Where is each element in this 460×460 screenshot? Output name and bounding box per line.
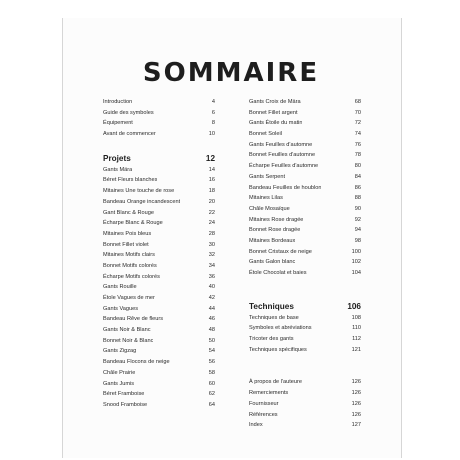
toc-entry-label: Tricoter des gants [249,336,294,343]
toc-entry-page: 76 [354,141,361,148]
toc-entry-label: Gants Croix de Mära [249,99,301,105]
toc-entry-label: Bandeau Orange incandescent [103,198,181,205]
toc-entry-label: Bonnet Rose dragée [249,227,301,234]
toc-entry-label: Gants Étoile du matin [249,120,303,127]
toc-entry-page: 58 [208,369,215,376]
toc-entry-page: 121 [351,346,361,353]
toc-entry-page: 50 [208,337,215,344]
toc-entry-page: 16 [208,177,215,184]
toc-entry-label: Gants Vagues [103,305,139,312]
toc-entry-page: 28 [208,230,215,237]
toc-entry-page: 20 [208,198,215,205]
toc-entry-label: Introduction [103,99,133,105]
toc-entry-page: 22 [208,209,215,216]
toc-entry[interactable] [103,165,215,176]
toc-entry-label: Techniques spécifiques [249,346,307,353]
toc-entry[interactable] [103,229,215,240]
toc-entry[interactable] [103,346,215,357]
toc-entry-page: 68 [354,99,361,105]
toc-entry[interactable] [103,261,215,272]
toc-entry[interactable] [103,250,215,261]
section-title: Projets [103,153,131,163]
toc-entry[interactable] [249,129,361,140]
toc-entry[interactable] [103,304,215,315]
toc-entry-page: 36 [208,273,215,280]
section-page: 12 [205,153,215,163]
toc-entry[interactable] [249,236,361,247]
toc-entry[interactable] [249,193,361,204]
toc-entry-label: Étole Vagues de mer [103,295,155,301]
toc-entry[interactable] [103,314,215,325]
toc-entry-label: Mitaines Une touche de rose [103,188,175,195]
toc-entry[interactable] [103,336,215,347]
toc-entry[interactable] [249,161,361,172]
toc-intro-list [103,97,215,140]
toc-entry-label: Bonnet Noir & Blanc [103,337,154,344]
toc-entry-label: Mitaines Lilas [249,195,283,202]
toc-entry-label: Gants Rouille [103,284,137,291]
toc-entry-page: 94 [354,227,361,234]
toc-entry[interactable] [103,208,215,219]
toc-entry-page: 88 [354,195,361,202]
toc-entry-label: Bonnet Fillet violet [103,241,149,248]
toc-entry-page: 32 [208,252,215,259]
toc-entry-page: 110 [352,325,361,332]
toc-entry[interactable] [103,325,215,336]
toc-entry-page: 84 [354,173,361,180]
toc-entry-page: 30 [208,241,215,248]
toc-entry-page: 126 [351,400,361,407]
toc-entry-page: 10 [208,131,215,138]
toc-entry[interactable] [103,129,215,140]
toc-entry-label: Châle Mosaïque [249,205,290,212]
toc-entry[interactable] [103,389,215,400]
toc-entry[interactable] [249,420,361,431]
toc-entry[interactable] [103,240,215,251]
toc-entry-label: Bandeau Feuilles de houblon [249,184,322,191]
toc-entry[interactable] [103,175,215,186]
toc-entry[interactable] [249,97,361,108]
toc-entry[interactable] [103,186,215,197]
toc-entry-page: 18 [208,188,215,195]
toc-projects-list-continued [249,97,361,279]
toc-entry[interactable] [249,345,361,356]
toc-entry-page: 42 [208,295,215,301]
toc-entry-label: Bonnet Feuilles d'automne [249,152,316,159]
toc-entry[interactable] [103,400,215,411]
toc-entry[interactable] [249,388,361,399]
toc-entry-label: Bandeau Flocons de neige [103,359,170,366]
toc-entry-label: Bonnet Motifs colorés [103,262,157,269]
toc-entry[interactable] [249,225,361,236]
toc-entry-label: Gants Galon blanc [249,259,296,266]
toc-entry[interactable] [103,282,215,293]
toc-entry-page: 46 [208,316,215,323]
toc-entry-page: 60 [208,380,215,387]
toc-entry[interactable] [249,377,361,388]
toc-entry-page: 74 [354,131,361,138]
toc-entry-label: Béret Framboise [103,391,145,398]
toc-entry-label: Gants Feuilles d'automne [249,141,313,148]
toc-entry-label: Bonnet Fillet argent [249,109,298,116]
page-title: SOMMAIRE [142,58,320,88]
toc-entry-label: Guide des symboles [103,109,154,116]
toc-entry-label: Bandeau Rêve de fleurs [103,316,164,323]
toc-entry-label: À propos de l'auteure [249,379,303,386]
toc-entry[interactable] [249,313,361,324]
toc-entry-label: Mitaines Bordeaux [249,237,296,244]
toc-entry[interactable] [103,379,215,390]
toc-entry-page: 72 [354,120,361,127]
toc-entry-label: Mitaines Motifs clairs [103,252,155,259]
toc-entry-page: 56 [208,359,215,366]
toc-entry[interactable] [249,268,361,279]
toc-entry[interactable] [103,118,215,129]
toc-entry-label: Châle Prairie [103,369,136,376]
toc-entry[interactable] [249,215,361,226]
toc-left-column [103,97,215,411]
toc-entry-label: Béret Fleurs blanches [103,177,158,184]
toc-entry[interactable] [103,357,215,368]
toc-entry-label: Écharpe Feuilles d'automne [249,163,319,170]
section-title: Techniques [249,301,294,311]
toc-entry[interactable] [249,108,361,119]
toc-entry-label: Étole Chocolat et baies [249,270,307,276]
toc-entry-page: 78 [354,152,361,159]
toc-entry-page: 44 [208,305,215,312]
toc-end-list [249,377,361,430]
toc-entry-label: Écharpe Blanc & Rouge [103,220,163,227]
toc-entry[interactable] [249,247,361,258]
toc-entry-page: 98 [354,237,361,244]
toc-entry-page: 62 [208,391,215,398]
toc-entry-page: 80 [354,163,361,170]
toc-entry[interactable] [103,97,215,108]
toc-entry[interactable] [249,150,361,161]
toc-entry-label: Mitaines Rose dragée [249,216,304,223]
toc-entry-page: 112 [352,336,361,343]
toc-entry-label: Symboles et abréviations [249,325,312,332]
toc-entry-label: Fournisseur [249,400,279,407]
toc-entry-page: 8 [211,120,215,127]
toc-entry-page: 14 [208,166,215,173]
toc-entry-label: Gant Blanc & Rouge [103,209,154,216]
toc-entry[interactable] [103,368,215,379]
toc-entry-label: Gants Mära [103,166,133,173]
toc-entry-page: 104 [351,270,361,276]
toc-entry-page: 126 [351,379,361,386]
toc-entry[interactable] [103,197,215,208]
toc-entry-page: 126 [351,390,361,397]
toc-entry-page: 34 [208,262,215,269]
toc-entry-label: Avant de commencer [103,131,156,138]
toc-techniques-list [249,313,361,356]
toc-entry[interactable] [249,140,361,151]
toc-entry-page: 54 [208,348,215,355]
toc-right-column [249,97,361,431]
toc-entry-page: 6 [211,109,215,116]
toc-entry-label: Gants Zigzag [103,348,137,355]
toc-entry-page: 108 [351,314,361,321]
toc-entry[interactable] [249,399,361,410]
toc-entry-label: Mitaines Pois bleus [103,230,152,237]
toc-entry[interactable] [249,257,361,268]
toc-entry[interactable] [249,183,361,194]
toc-entry-label: Bonnet Cristaux de neige [249,248,312,255]
toc-entry-label: Gants Jumis [103,380,135,387]
toc-entry-page: 86 [354,184,361,191]
toc-entry-page: 100 [351,248,361,255]
toc-entry-label: Gants Noir & Blanc [103,327,151,334]
toc-entry-page: 24 [208,220,215,227]
toc-entry-page: 40 [208,284,215,291]
toc-entry-label: Écharpe Motifs colorés [103,273,160,280]
toc-entry-page: 90 [354,205,361,212]
toc-entry[interactable] [249,323,361,334]
toc-projects-list [103,165,215,411]
toc-entry-label: Gants Serpent [249,173,286,180]
toc-entry-label: Remerciements [249,390,289,397]
toc-entry-page: 92 [354,216,361,223]
toc-entry[interactable] [103,218,215,229]
toc-entry-page: 70 [354,109,361,116]
toc-entry-page: 127 [351,422,361,429]
toc-entry-label: Techniques de base [249,314,299,321]
section-page: 106 [347,301,361,311]
toc-entry[interactable] [249,118,361,129]
toc-entry[interactable] [103,293,215,304]
toc-entry-page: 48 [208,327,215,334]
toc-entry-page: 4 [211,99,215,105]
toc-entry[interactable] [249,334,361,345]
toc-section-techniques[interactable] [249,301,361,313]
toc-section-projets[interactable] [103,153,215,165]
toc-entry[interactable] [103,272,215,283]
toc-entry-page: 64 [208,401,215,408]
toc-entry[interactable] [249,410,361,421]
toc-entry-label: Références [249,411,278,418]
toc-entry-label: Snood Framboise [103,401,148,408]
toc-entry-page: 126 [351,411,361,418]
toc-entry[interactable] [249,204,361,215]
toc-entry-label: Équipement [103,120,133,127]
toc-entry-label: Index [249,422,263,429]
toc-entry-label: Bonnet Soleil [249,131,282,138]
toc-entry[interactable] [103,108,215,119]
toc-entry[interactable] [249,172,361,183]
toc-entry-page: 102 [351,259,361,266]
